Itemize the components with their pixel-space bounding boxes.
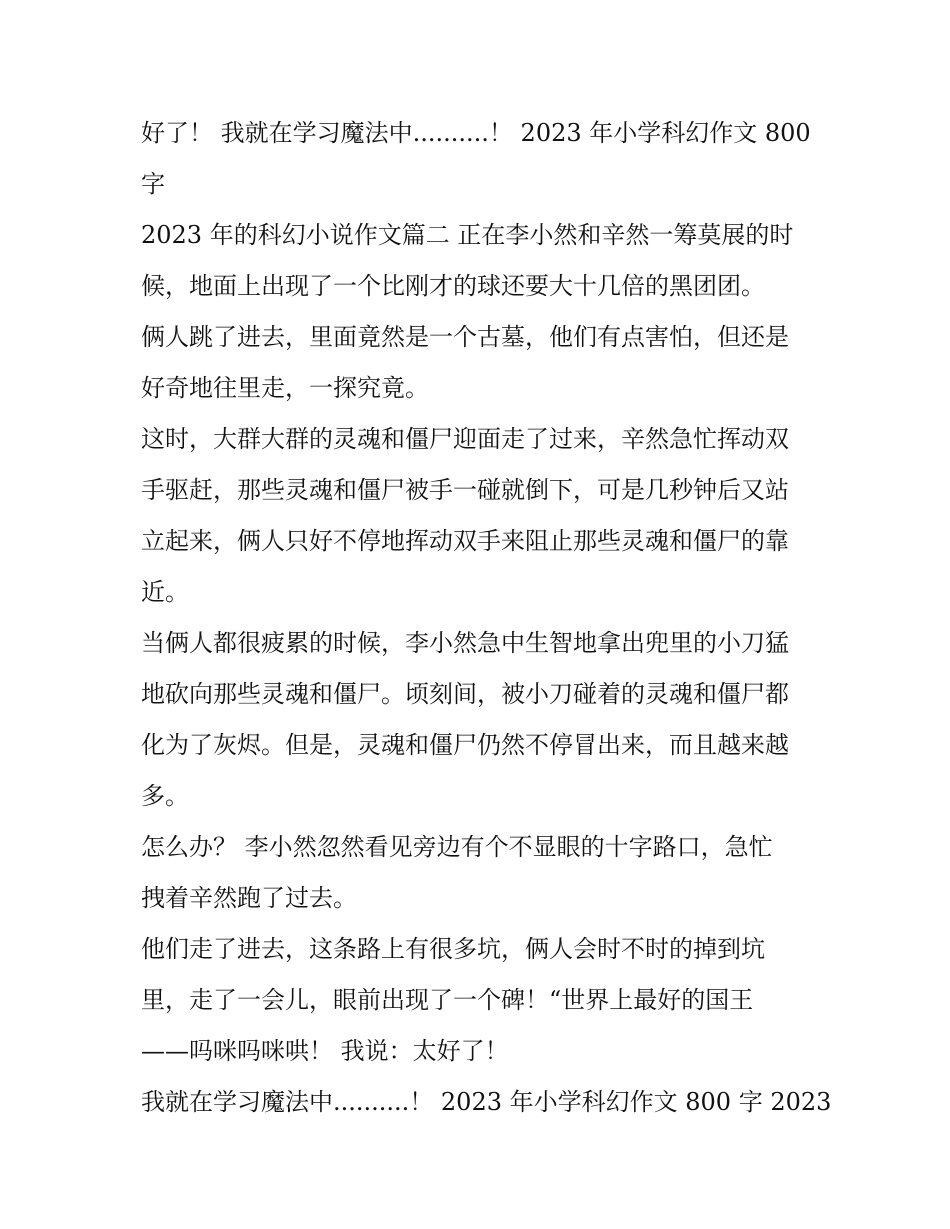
text-line: 近。 [141,578,189,606]
text-line: 手驱赶，那些灵魂和僵尸被手一碰就倒下，可是几秒钟后又站 [141,476,789,504]
text-line: 候，地面上出现了一个比刚才的球还要大十几倍的黑团团。 [141,272,765,300]
paragraph-1 [141,108,813,210]
paragraph-4 [141,414,813,618]
text-line: 我就在学习魔法中..........！ 2023 年小学科幻作文 800 字 2023 [141,1088,832,1116]
paragraph-5 [141,618,813,822]
text-line: 字 [141,170,165,198]
document-body [141,108,832,1128]
text-line: 化为了灰烬。但是，灵魂和僵尸仍然不停冒出来，而且越来越 [141,731,789,759]
text-line: ——吗咪吗咪哄！ 我说：太好了！ [141,1037,509,1065]
text-line: 这时，大群大群的灵魂和僵尸迎面走了过来，辛然急忙挥动双 [141,425,789,453]
paragraph-6 [141,822,813,924]
text-line: 2023 年的科幻小说作文篇二 正在李小然和辛然一筹莫展的时 [141,221,794,249]
text-line: 好奇地往里走，一探究竟。 [141,374,429,402]
text-line: 他们走了进去，这条路上有很多坑，俩人会时不时的掉到坑 [141,935,765,963]
text-line: 当俩人都很疲累的时候，李小然急中生智地拿出兜里的小刀猛 [141,629,789,657]
paragraph-7 [141,924,813,1077]
text-line: 里，走了一会儿，眼前出现了一个碑！“世界上最好的国王 [141,986,754,1014]
text-line: 好了！ 我就在学习魔法中..........！ 2023 年小学科幻作文 800 [141,119,811,147]
text-line: 多。 [141,782,189,810]
text-line: 立起来，俩人只好不停地挥动双手来阻止那些灵魂和僵尸的靠 [141,527,789,555]
text-line: 怎么办？ 李小然忽然看见旁边有个不显眼的十字路口，急忙 [141,833,773,861]
paragraph-2 [141,210,813,312]
text-line: 地砍向那些灵魂和僵尸。顷刻间，被小刀碰着的灵魂和僵尸都 [141,680,789,708]
paragraph-8 [141,1077,832,1128]
text-line: 拽着辛然跑了过去。 [141,884,357,912]
paragraph-3 [141,312,813,414]
text-line: 俩人跳了进去，里面竟然是一个古墓，他们有点害怕，但还是 [141,323,789,351]
